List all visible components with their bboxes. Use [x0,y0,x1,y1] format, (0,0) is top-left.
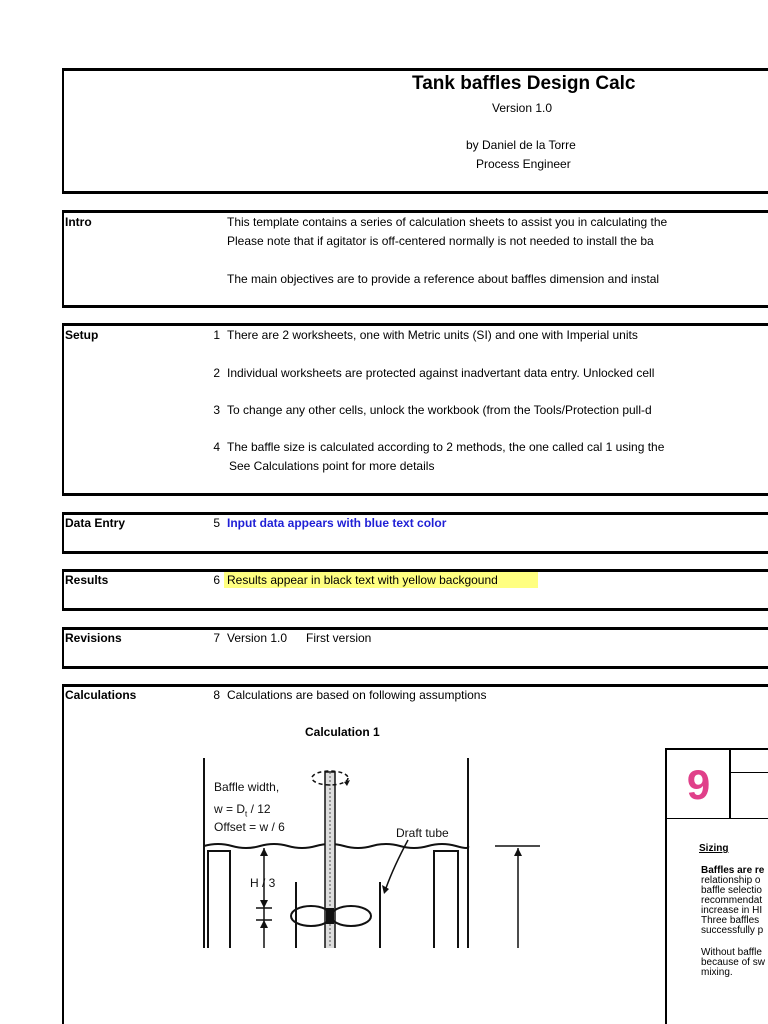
inset-sizing-heading: Sizing [699,843,729,854]
inset-line-10: mixing. [701,967,733,978]
setup-num-4: 4 [213,440,220,454]
setup-label: Setup [65,328,99,342]
calculation-1-title: Calculation 1 [305,725,380,739]
w-formula-text: w = D [214,802,246,816]
setup-item-1: There are 2 worksheets, one with Metric units (SI) and one with Imperial units [227,328,638,342]
intro-label: Intro [65,215,92,229]
inset-line-5: increase in HI [701,905,763,916]
tank-sketch [198,748,554,948]
inset-line-2: relationship o [701,875,761,886]
inset-line-9: because of sw [701,957,765,968]
revisions-desc: First version [306,631,372,645]
draft-tube-label: Draft tube [396,826,449,840]
intro-line-3: The main objectives are to provide a reference about baffles dimension and instal [227,272,660,286]
author-text: by Daniel de la Torre [466,138,576,152]
calculations-num: 8 [213,688,220,702]
revisions-box [62,627,768,669]
page-title: Tank baffles Design Calc [412,73,636,94]
version-text: Version 1.0 [492,101,553,115]
role-text: Process Engineer [476,157,571,171]
setup-num-2: 2 [213,366,220,380]
revisions-num: 7 [213,631,220,645]
setup-num-1: 1 [213,328,220,342]
setup-item-2: Individual worksheets are protected against inadvertant data entry. Unlocked cell [227,366,655,380]
results-label: Results [65,573,109,587]
inset-divider-vertical [729,750,731,818]
data-entry-text: Input data appears with blue text color [227,516,447,530]
inset-line-3: baffle selectio [701,885,762,896]
setup-num-3: 3 [213,403,220,417]
results-text [227,573,538,587]
baffle-diagram [198,748,554,948]
w-formula-subscript: t [245,809,248,819]
setup-item-3: To change any other cells, unlock the workbook (from the Tools/Protection pull-d [227,403,652,417]
baffle-width-label: Baffle width, [214,780,280,794]
inset-divider-horizontal [667,818,768,819]
inset-line-7: successfully p [701,925,764,936]
calculations-label: Calculations [65,688,137,702]
data-entry-num: 5 [213,516,220,530]
results-highlight: Results appear in black text with yellow backgound [224,572,538,588]
w-formula-tail: / 12 [247,802,271,816]
setup-item-4-continued: See Calculations point for more details [229,459,435,473]
revisions-label: Revisions [65,631,122,645]
results-num: 6 [213,573,220,587]
inset-line-1: Baffles are re [701,865,765,876]
company-logo-icon: 9 [686,761,711,808]
inset-divider-short [729,772,768,773]
offset-label: Offset = w / 6 [214,820,285,834]
inset-line-4: recommendat [701,895,763,906]
intro-line-2: Please note that if agitator is off-centered normally is not needed to install the ba [227,234,654,248]
inset-line-8: Without baffle [701,947,762,958]
intro-line-1: This template contains a series of calculation sheets to assist you in calculating the [227,215,668,229]
inset-line-6: Three baffles [701,915,760,926]
revisions-version: Version 1.0 [227,631,288,645]
w-formula-label [214,802,271,821]
calculations-text: Calculations are based on following assumptions [227,688,487,702]
data-entry-label: Data Entry [65,516,126,530]
h-third-label: H / 3 [250,876,276,890]
setup-item-4: The baffle size is calculated according to 2 methods, the one called cal 1 using the [227,440,665,454]
embedded-document [665,748,768,1024]
